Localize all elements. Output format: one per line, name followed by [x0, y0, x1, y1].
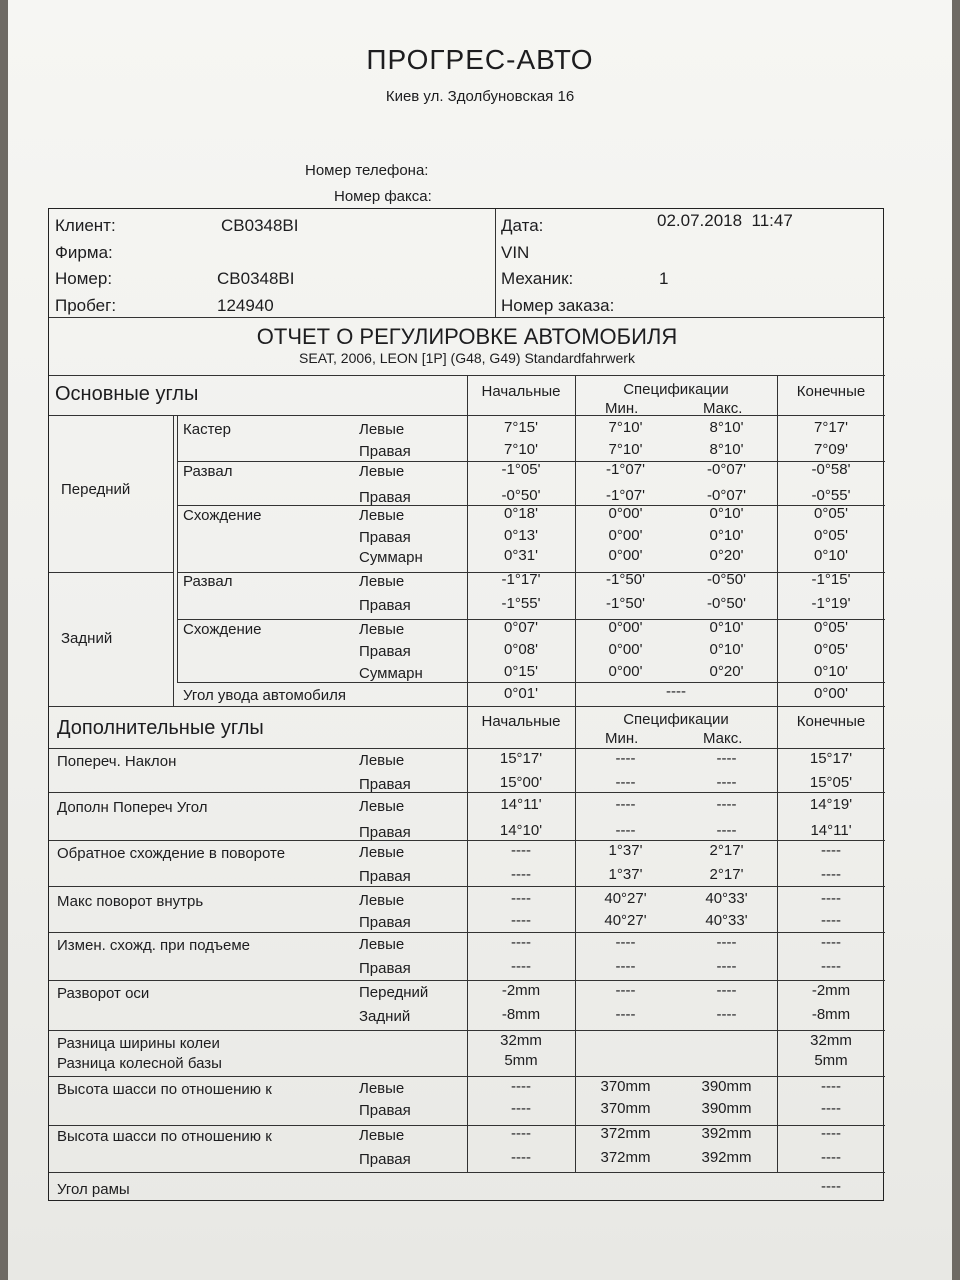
- main-row-6-init: 0°31': [504, 547, 538, 564]
- main-row-8-init: -1°55': [501, 595, 541, 612]
- main-row-4-max: 0°10': [709, 505, 744, 522]
- extra-side-label: Левые: [359, 798, 405, 815]
- extra-row-9-fin: ----: [821, 958, 841, 975]
- extra-row-4-fin: ----: [821, 842, 841, 859]
- main-side-label: Левые: [359, 463, 405, 480]
- main-row-3-max: -0°07': [707, 487, 746, 504]
- main-row-5-min: 0°00': [608, 527, 643, 544]
- main-row-1-max: 8°10': [709, 441, 744, 458]
- extra-side-label: Правая: [359, 1102, 411, 1119]
- extra-row-1-max: ----: [716, 774, 737, 791]
- main-row-0-init: 7°15': [504, 419, 538, 436]
- main-row-9-fin: 0°05': [814, 619, 848, 636]
- main-group-label: Схождение: [183, 507, 262, 524]
- extra-group-label: Угол рамы: [57, 1181, 130, 1198]
- main-group-label: Развал: [183, 573, 233, 590]
- extra-row-7-init: ----: [511, 912, 531, 929]
- main-side-label: Суммарн: [359, 549, 423, 566]
- main-row-7-min: -1°50': [606, 571, 645, 588]
- extra-row-13-init: 5mm: [504, 1052, 538, 1069]
- extra-side-label: Правая: [359, 824, 411, 841]
- extra-side-label: Задний: [359, 1008, 411, 1025]
- main-row-9-min: 0°00': [608, 619, 643, 636]
- main-row-2-max: -0°07': [707, 461, 746, 478]
- order-label: Номер заказа:: [501, 296, 615, 315]
- extra-row-15-min: 370mm: [600, 1100, 651, 1117]
- front-axle-label: Передний: [61, 481, 131, 498]
- main-row-0-max: 8°10': [709, 419, 744, 436]
- extra-row-16-min: 372mm: [600, 1125, 651, 1142]
- extra-row-1-min: ----: [615, 774, 636, 791]
- extra-row-1-init: 15°00': [499, 774, 543, 791]
- main-row-8-fin: -1°19': [811, 595, 851, 612]
- thrust-spec: ----: [666, 683, 686, 700]
- client-value: CB0348BI: [221, 216, 299, 235]
- main-row-1-fin: 7°09': [814, 441, 848, 458]
- extra-group-label: Макс поворот внутрь: [57, 893, 204, 910]
- extra-side-label: Правая: [359, 914, 411, 931]
- extra-side-label: Левые: [359, 1080, 405, 1097]
- extra-row-8-min: ----: [615, 934, 636, 951]
- extra-row-15-max: 390mm: [701, 1100, 752, 1117]
- main-row-5-max: 0°10': [709, 527, 744, 544]
- main-row-10-max: 0°10': [709, 641, 744, 658]
- extra-row-17-init: ----: [511, 1149, 531, 1166]
- main-angles-title: Основные углы: [55, 383, 199, 405]
- extra-col-min: Мин.: [605, 730, 639, 747]
- extra-row-14-min: 370mm: [600, 1078, 651, 1095]
- main-side-label: Левые: [359, 421, 405, 438]
- main-group-label: Развал: [183, 463, 233, 480]
- extra-row-11-min: ----: [615, 1006, 636, 1023]
- extra-row-1-fin: 15°05': [809, 774, 853, 791]
- firm-label: Фирма:: [55, 243, 113, 262]
- extra-row-7-min: 40°27': [604, 912, 647, 929]
- extra-row-18-fin: ----: [821, 1178, 841, 1195]
- fax-label: Номер факса:: [334, 188, 432, 205]
- number-value: CB0348BI: [217, 269, 295, 288]
- main-row-4-init: 0°18': [504, 505, 538, 522]
- phone-label: Номер телефона:: [305, 162, 429, 179]
- extra-group-label: Дополн Попереч Угол: [57, 799, 208, 816]
- vin-label: VIN: [501, 243, 530, 262]
- mileage-label: Пробег:: [55, 296, 117, 315]
- main-col-final: Конечные: [796, 383, 866, 400]
- extra-row-17-fin: ----: [821, 1149, 841, 1166]
- extra-row-5-init: ----: [511, 866, 531, 883]
- main-group-label: Схождение: [183, 621, 262, 638]
- main-group-label: Кастер: [183, 421, 231, 438]
- extra-row-9-min: ----: [615, 958, 636, 975]
- extra-group-label: Обратное схождение в повороте: [57, 845, 286, 862]
- main-side-label: Правая: [359, 643, 411, 660]
- main-row-11-max: 0°20': [709, 663, 744, 680]
- extra-row-6-fin: ----: [821, 890, 841, 907]
- extra-row-0-max: ----: [716, 750, 737, 767]
- extra-row-4-max: 2°17': [709, 842, 744, 859]
- thrust-angle-label: Угол увода автомобиля: [183, 687, 347, 704]
- extra-row-9-init: ----: [511, 958, 531, 975]
- report-sheet: [8, 0, 952, 1280]
- extra-side-label: Левые: [359, 936, 405, 953]
- main-row-0-min: 7°10': [608, 419, 643, 436]
- rear-axle-label: Задний: [61, 630, 113, 647]
- extra-row-4-min: 1°37': [608, 842, 643, 859]
- extra-row-8-init: ----: [511, 934, 531, 951]
- extra-row-3-min: ----: [615, 822, 636, 839]
- main-side-label: Левые: [359, 507, 405, 524]
- main-row-1-min: 7°10': [608, 441, 643, 458]
- extra-side-label: Левые: [359, 844, 405, 861]
- extra-side-label: Правая: [359, 1151, 411, 1168]
- main-row-10-min: 0°00': [608, 641, 643, 658]
- main-row-7-fin: -1°15': [811, 571, 851, 588]
- main-row-11-init: 0°15': [504, 663, 538, 680]
- extra-side-label: Правая: [359, 960, 411, 977]
- extra-row-2-max: ----: [716, 796, 737, 813]
- extra-row-17-max: 392mm: [701, 1149, 752, 1166]
- extra-row-5-fin: ----: [821, 866, 841, 883]
- extra-row-14-max: 390mm: [701, 1078, 752, 1095]
- extra-side-label: Левые: [359, 892, 405, 909]
- extra-row-6-min: 40°27': [604, 890, 647, 907]
- extra-row-16-init: ----: [511, 1125, 531, 1142]
- extra-row-12-init: 32mm: [500, 1032, 542, 1049]
- main-side-label: Правая: [359, 529, 411, 546]
- main-side-label: Левые: [359, 621, 405, 638]
- main-row-2-fin: -0°58': [811, 461, 851, 478]
- extra-row-10-max: ----: [716, 982, 737, 999]
- main-col-min: Мин.: [605, 400, 639, 417]
- extra-row-4-init: ----: [511, 842, 531, 859]
- main-col-initial: Начальные: [481, 383, 561, 400]
- report-title: ОТЧЕТ О РЕГУЛИРОВКЕ АВТОМОБИЛЯ: [256, 324, 678, 349]
- report-subtitle: SEAT, 2006, LEON [1P] (G48, G49) Standardfahrwerk: [299, 350, 635, 366]
- company-name: ПРОГРЕС-АВТО: [366, 44, 594, 75]
- extra-row-15-fin: ----: [821, 1100, 841, 1117]
- extra-col-initial: Начальные: [481, 713, 561, 730]
- extra-row-16-fin: ----: [821, 1125, 841, 1142]
- main-side-label: Правая: [359, 597, 411, 614]
- extra-row-11-max: ----: [716, 1006, 737, 1023]
- extra-group-label: Высота шасси по отношению к: [57, 1128, 272, 1145]
- main-row-11-min: 0°00': [608, 663, 643, 680]
- extra-group-label: Разница колесной базы: [57, 1055, 222, 1072]
- main-row-7-init: -1°17': [501, 571, 541, 588]
- main-side-label: Правая: [359, 443, 411, 460]
- main-row-6-fin: 0°10': [814, 547, 848, 564]
- extra-row-14-fin: ----: [821, 1078, 841, 1095]
- main-col-max: Макс.: [703, 400, 743, 417]
- extra-row-3-max: ----: [716, 822, 737, 839]
- mileage-value: 124940: [217, 296, 274, 315]
- main-row-5-fin: 0°05': [814, 527, 848, 544]
- extra-group-label: Измен. схожд. при подъеме: [57, 937, 251, 954]
- main-row-9-max: 0°10': [709, 619, 744, 636]
- extra-row-12-fin: 32mm: [810, 1032, 852, 1049]
- main-row-4-min: 0°00': [608, 505, 643, 522]
- extra-row-16-max: 392mm: [701, 1125, 752, 1142]
- extra-row-5-max: 2°17': [709, 866, 744, 883]
- extra-row-0-fin: 15°17': [809, 750, 853, 767]
- main-row-3-min: -1°07': [606, 487, 645, 504]
- main-row-7-max: -0°50': [707, 571, 746, 588]
- main-row-0-fin: 7°17': [814, 419, 848, 436]
- extra-side-label: Правая: [359, 868, 411, 885]
- main-row-10-init: 0°08': [504, 641, 538, 658]
- extra-row-0-init: 15°17': [499, 750, 543, 767]
- extra-row-14-init: ----: [511, 1078, 531, 1095]
- extra-col-max: Макс.: [703, 730, 743, 747]
- extra-row-6-init: ----: [511, 890, 531, 907]
- extra-row-8-max: ----: [716, 934, 737, 951]
- date-value: 02.07.2018 11:47: [657, 211, 793, 230]
- main-side-label: Суммарн: [359, 665, 423, 682]
- extra-side-label: Левые: [359, 1127, 405, 1144]
- main-side-label: Правая: [359, 489, 411, 506]
- main-row-1-init: 7°10': [504, 441, 538, 458]
- main-row-6-min: 0°00': [608, 547, 643, 564]
- extra-row-3-fin: 14°11': [810, 822, 852, 839]
- extra-row-7-fin: ----: [821, 912, 841, 929]
- main-row-5-init: 0°13': [504, 527, 538, 544]
- extra-col-final: Конечные: [796, 713, 866, 730]
- main-row-2-init: -1°05': [501, 461, 541, 478]
- report-table: [48, 208, 884, 1201]
- extra-col-specs: Спецификации: [623, 711, 729, 728]
- extra-group-label: Разница ширины колеи: [57, 1035, 220, 1052]
- main-side-label: Левые: [359, 573, 405, 590]
- extra-row-11-init: -8mm: [501, 1006, 541, 1023]
- company-address: Киев ул. Здолбуновская 16: [385, 88, 575, 105]
- extra-side-label: Правая: [359, 776, 411, 793]
- extra-row-10-fin: -2mm: [811, 982, 851, 999]
- extra-group-label: Попереч. Наклон: [57, 753, 177, 770]
- main-row-6-max: 0°20': [709, 547, 744, 564]
- extra-row-7-max: 40°33': [705, 912, 748, 929]
- main-row-3-init: -0°50': [501, 487, 541, 504]
- extra-row-17-min: 372mm: [600, 1149, 651, 1166]
- main-row-8-min: -1°50': [606, 595, 645, 612]
- extra-row-5-min: 1°37': [608, 866, 643, 883]
- main-col-specs: Спецификации: [623, 381, 729, 398]
- mechanic-label: Механик:: [501, 269, 574, 288]
- date-label: Дата:: [501, 216, 544, 235]
- extra-row-8-fin: ----: [821, 934, 841, 951]
- main-row-11-fin: 0°10': [814, 663, 848, 680]
- extra-angles-title: Дополнительные углы: [57, 717, 264, 739]
- extra-row-15-init: ----: [511, 1100, 531, 1117]
- extra-group-label: Разворот оси: [57, 985, 150, 1002]
- number-label: Номер:: [55, 269, 113, 288]
- extra-row-2-min: ----: [615, 796, 636, 813]
- extra-row-13-fin: 5mm: [814, 1052, 848, 1069]
- extra-side-label: Левые: [359, 752, 405, 769]
- extra-side-label: Передний: [359, 984, 429, 1001]
- extra-row-2-fin: 14°19': [809, 796, 853, 813]
- extra-row-3-init: 14°10': [499, 822, 543, 839]
- main-row-8-max: -0°50': [707, 595, 746, 612]
- mechanic-value: 1: [659, 269, 669, 288]
- extra-row-10-init: -2mm: [501, 982, 541, 999]
- thrust-initial: 0°01': [504, 685, 538, 702]
- extra-row-9-max: ----: [716, 958, 737, 975]
- extra-row-0-min: ----: [615, 750, 636, 767]
- main-row-4-fin: 0°05': [814, 505, 848, 522]
- extra-row-11-fin: -8mm: [811, 1006, 851, 1023]
- main-row-10-fin: 0°05': [814, 641, 848, 658]
- thrust-final: 0°00': [814, 685, 848, 702]
- main-row-2-min: -1°07': [606, 461, 645, 478]
- extra-row-2-init: 14°11': [500, 796, 542, 813]
- extra-row-6-max: 40°33': [705, 890, 748, 907]
- extra-group-label: Высота шасси по отношению к: [57, 1081, 272, 1098]
- main-row-3-fin: -0°55': [811, 487, 851, 504]
- extra-row-10-min: ----: [615, 982, 636, 999]
- main-row-9-init: 0°07': [504, 619, 538, 636]
- client-label: Клиент:: [55, 216, 116, 235]
